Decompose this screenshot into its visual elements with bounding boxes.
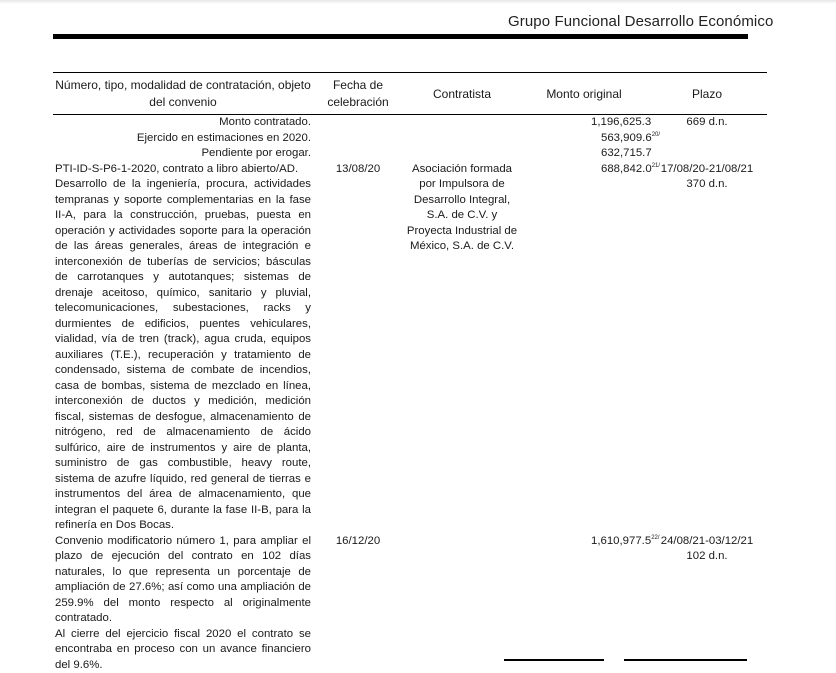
page-top-shade: [0, 0, 836, 4]
contract-date: 13/08/20: [313, 162, 403, 534]
summary-label: Pendiente por erogar.: [53, 146, 313, 162]
header-contractor: Contratista: [403, 73, 521, 115]
modification-date: 16/12/20: [313, 534, 403, 673]
contract-title: PTI-ID-S-P6-1-2020, contrato a libro abierto/AD.: [55, 162, 311, 178]
contract-contractor: Asociación formada por Impulsora de Desarrollo Integral, S.A. de C.V. y Proyecta Industrial de México, S.A. de C.V.: [403, 162, 521, 534]
header-rule: [53, 34, 748, 39]
header-term: Plazo: [647, 73, 767, 115]
modification-contractor: [403, 534, 521, 673]
contract-amount: $688,842.0^{21/}$: [521, 162, 647, 534]
contract-term-range: 17/08/20-21/08/21: [649, 162, 765, 178]
modification-term-days: 102 d.n.: [649, 549, 765, 565]
contract-term-days: 370 d.n.: [649, 177, 765, 193]
summary-label: Monto contratado.: [53, 115, 313, 131]
header-date: Fecha de celebración: [313, 73, 403, 115]
contract-description-cell: [53, 162, 313, 534]
modification-description-cell: [53, 534, 313, 673]
modification-description: Convenio modificatorio número 1, para ampliar el plazo de ejecución del contrato en 102 días naturales, lo que representa un porcentaje de ampliación de 27.6%; así como una ampliación de 259.9% del monto respecto al originalmente contratado.: [55, 534, 311, 627]
term-total-rule: [624, 659, 747, 661]
footnote-ref: 22/: [651, 535, 659, 541]
summary-amount: $563,909.6^{20/}$: [521, 131, 647, 147]
modification-term: [647, 534, 767, 673]
modification-term-range: 24/08/21-03/12/21: [649, 534, 765, 550]
contract-row: [53, 162, 767, 534]
header-contract-description: Número, tipo, modalidad de contratación, objeto del convenio: [53, 73, 313, 115]
summary-row-pending: [53, 146, 767, 162]
summary-row-contracted: [53, 115, 767, 131]
summary-amount: 1,196,625.3: [521, 115, 647, 131]
contracts-table: [53, 72, 767, 673]
contract-term: [647, 162, 767, 534]
footnote-ref: 21/: [652, 163, 660, 169]
table-header-row: [53, 73, 767, 115]
summary-amount: 632,715.7: [521, 146, 647, 162]
footnote-ref: 20/: [652, 132, 660, 138]
summary-row-exercised: [53, 131, 767, 147]
page-header-title: Grupo Funcional Desarrollo Económico: [508, 13, 773, 30]
contract-description: Desarrollo de la ingeniería, procura, actividades tempranas y soporte complementarias en la fase II-A, para la construcción, pruebas, puesta en operación y actividades soporte para la operación de las áreas generales, áreas de integración e interconexión de tuberías de servicios; básculas de carrotanques y autotanques; sistemas de drenaje aceitoso, químico, sanitario y pluvial, telecomunicaciones, subestaciones, racks y durmientes de edificios, puentes vehiculares, vialidad, vía de tren (track), agua cruda, equipos auxiliares (T.E.), recuperación y tratamiento de condensado, sistema de combate de incendios, casa de bombas, sistema de mezclado en línea, interconexión de ductos y medición, medición fiscal, sistemas de desfogue, almacenamiento de nitrógeno, red de almacenamiento de ácido sulfúrico, aire de instrumentos y aire de planta, suministro de gas combustible, heavy route, sistema de azufre líquido, red general de tierras e instrumentos del área de almacenamiento, que integran el paquete 6, durante la fase II-B, para la refinería en Dos Bocas.: [55, 177, 311, 534]
summary-term: 669 d.n.: [647, 115, 767, 131]
summary-label: Ejercido en estimaciones en 2020.: [53, 131, 313, 147]
amount-total-rule: [504, 659, 604, 661]
header-original-amount: Monto original: [521, 73, 647, 115]
modification-row: [53, 534, 767, 673]
modification-amount: $1,610,977.5^{22/}$: [521, 534, 647, 673]
closing-note: Al cierre del ejercicio fiscal 2020 el contrato se encontraba en proceso con un avance financiero del 9.6%.: [55, 627, 311, 673]
